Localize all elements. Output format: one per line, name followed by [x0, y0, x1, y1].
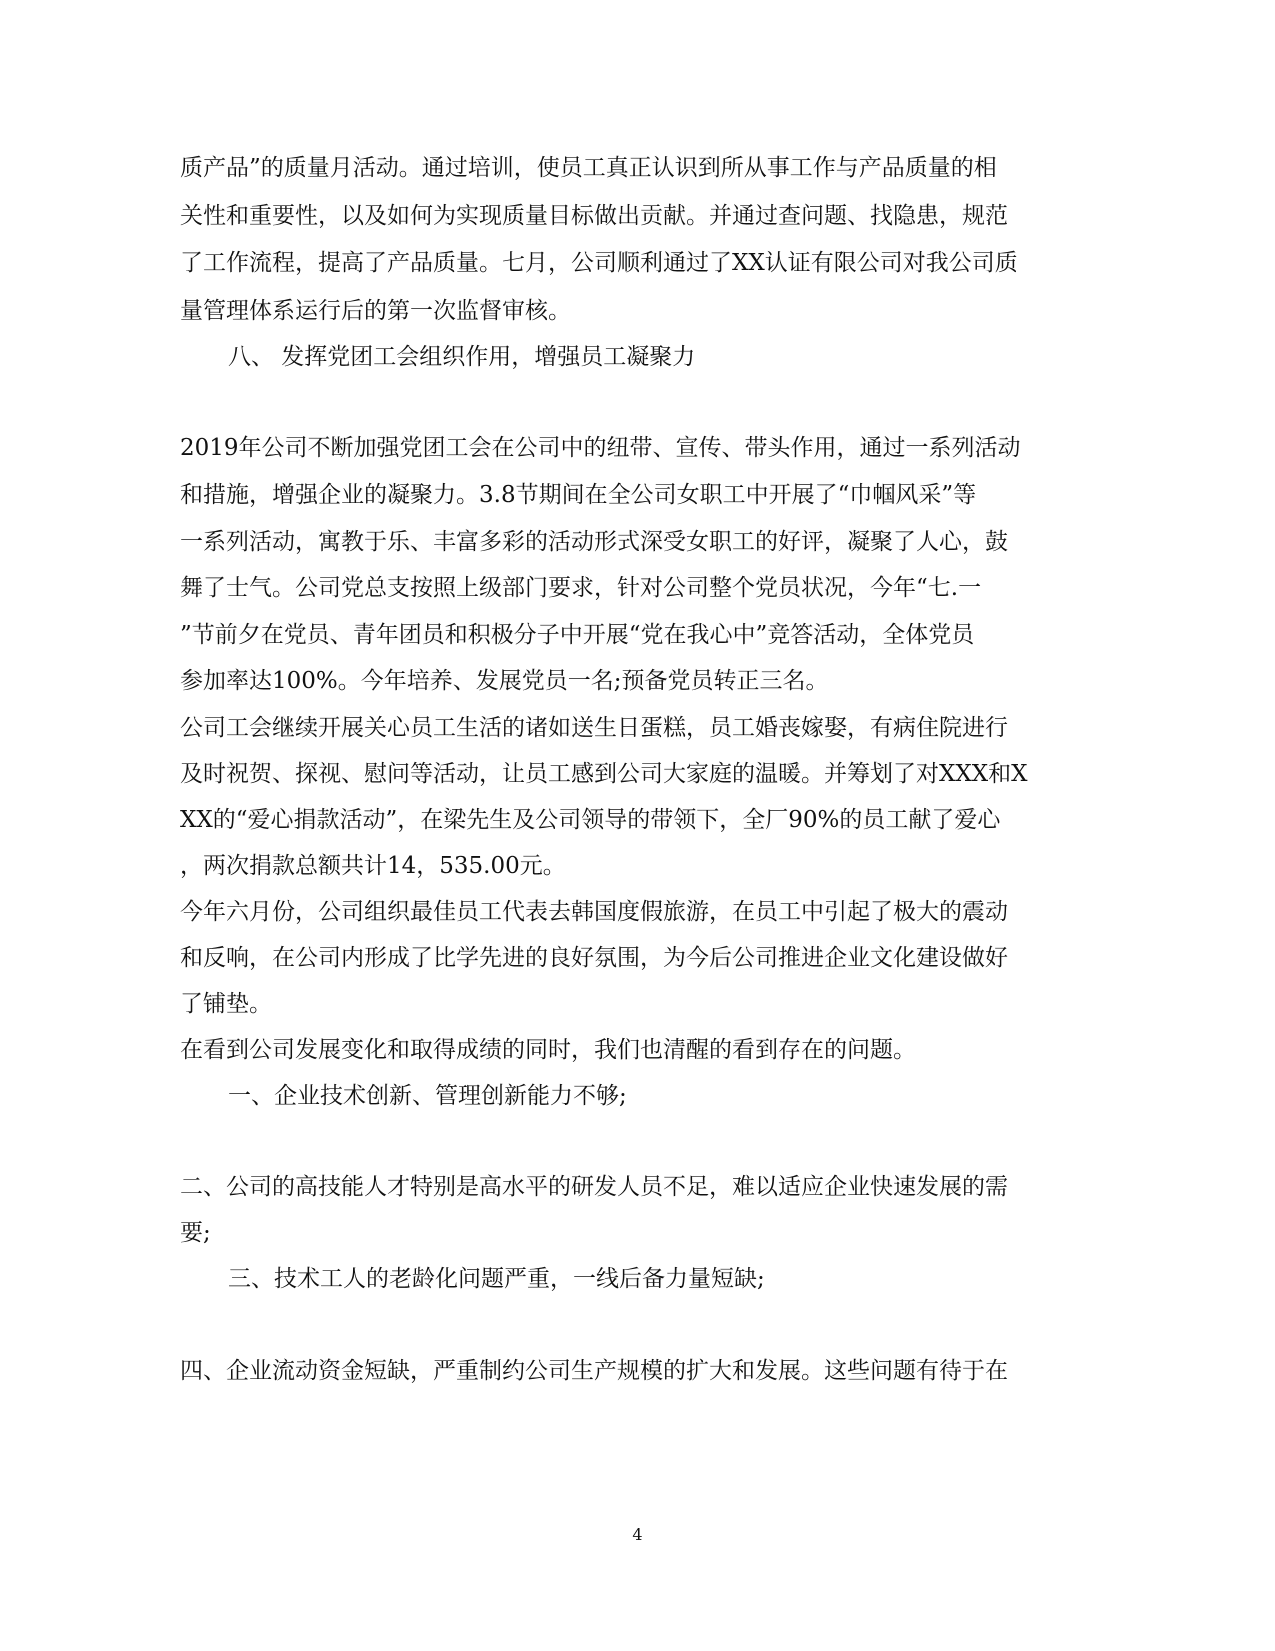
- list-item: 四、企业流动资金短缺，严重制约公司生产规模的扩大和发展。这些问题有待于在: [180, 1358, 1008, 1384]
- list-item: 三、技术工人的老龄化问题严重，一线后备力量短缺;: [228, 1266, 765, 1292]
- list-item: 一、企业技术创新、管理创新能力不够;: [228, 1083, 627, 1109]
- paragraph-line: 及时祝贺、探视、慰问等活动，让员工感到公司大家庭的温暖。并筹划了对XXX和X: [180, 761, 1028, 787]
- paragraph-line: 今年六月份，公司组织最佳员工代表去韩国度假旅游，在员工中引起了极大的震动: [180, 899, 1008, 925]
- paragraph-line: 参加率达100%。今年培养、发展党员一名;预备党员转正三名。: [180, 668, 829, 694]
- paragraph-line: 和措施，增强企业的凝聚力。3.8节期间在全公司女职工中开展了“巾帼风采”等: [180, 482, 977, 508]
- paragraph-line: XX的“爱心捐款活动”，在梁先生及公司领导的带领下，全厂90%的员工献了爱心: [180, 807, 1001, 833]
- paragraph-line: 2019年公司不断加强党团工会在公司中的纽带、宣传、带头作用，通过一系列活动: [180, 435, 1021, 461]
- paragraph-line: 质产品”的质量月活动。通过培训，使员工真正认识到所从事工作与产品质量的相: [180, 155, 997, 181]
- paragraph-line: 了铺垫。: [180, 991, 272, 1017]
- paragraph-line: 舞了士气。公司党总支按照上级部门要求，针对公司整个党员状况，今年“七.一: [180, 575, 982, 601]
- paragraph-line: 在看到公司发展变化和取得成绩的同时，我们也清醒的看到存在的问题。: [180, 1037, 916, 1063]
- paragraph-line: 了工作流程，提高了产品质量。七月，公司顺利通过了XX认证有限公司对我公司质: [180, 250, 1018, 276]
- page-number: 4: [632, 1525, 643, 1544]
- paragraph-line: ”节前夕在党员、青年团员和积极分子中开展“党在我心中”竞答活动，全体党员: [180, 622, 975, 648]
- paragraph-line: 一系列活动，寓教于乐、丰富多彩的活动形式深受女职工的好评，凝聚了人心，鼓: [180, 529, 1008, 555]
- paragraph-line: 关性和重要性，以及如何为实现质量目标做出贡献。并通过查问题、找隐患，规范: [180, 203, 1008, 229]
- paragraph-line: 和反响，在公司内形成了比学先进的良好氛围，为今后公司推进企业文化建设做好: [180, 945, 1008, 971]
- paragraph-line: 公司工会继续开展关心员工生活的诸如送生日蛋糕，员工婚丧嫁娶，有病住院进行: [180, 715, 1008, 741]
- paragraph-line: 量管理体系运行后的第一次监督审核。: [180, 298, 571, 324]
- paragraph-line: ，两次捐款总额共计14，535.00元。: [180, 853, 566, 879]
- paragraph-line: 要;: [180, 1220, 211, 1246]
- section-heading: 八、 发挥党团工会组织作用，增强员工凝聚力: [228, 344, 696, 370]
- list-item: 二、公司的高技能人才特别是高水平的研发人员不足，难以适应企业快速发展的需: [180, 1174, 1008, 1200]
